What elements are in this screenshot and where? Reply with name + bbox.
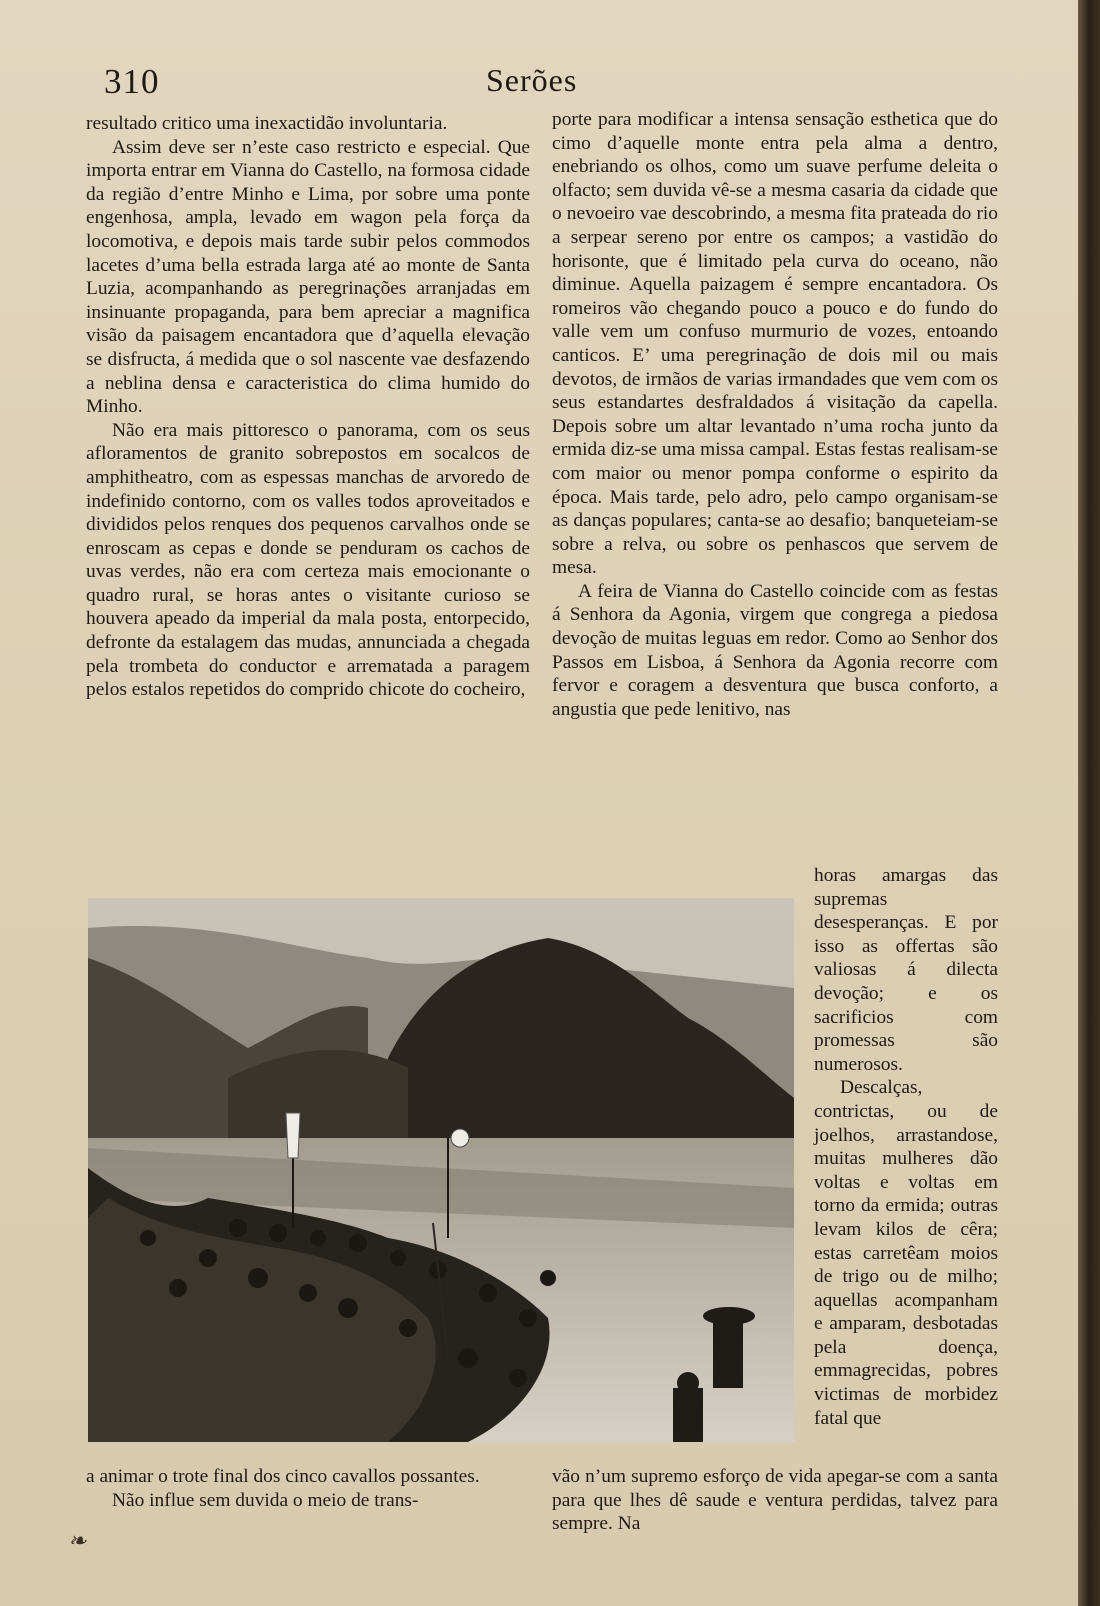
page-number: 310 [104,62,160,101]
paragraph: A feira de Vianna do Castello coincide com as festas á Senhora da Agonia, virgem que congrega a piedosa devoção de muitas leguas em redor. Como ao Senhor dos Passos em Lisboa, á Senhora da Agonia recorre com fervor e coragem a desventura que busca conforto, a angustia que pede lenitivo, nas [552,580,998,720]
page-header [86,58,986,108]
pilgrimage-photograph [88,898,794,1442]
column-narrow [814,864,998,1430]
photograph-image [88,898,794,1442]
paragraph: Descalças, contrictas, ou de joelhos, arrastandose, muitas mulheres dão voltas e voltas em torno da ermida; outras levam kilos de cêra; estas carretêam moios de trigo ou de milho; aquellas acompanham e amparam, desbotadas pela doença, emmagrecidas, pobres victimas de morbidez fatal que [814,1077,998,1429]
running-title: Serões [486,62,578,98]
paragraph: porte para modificar a intensa sensação esthetica que do cimo d’aquelle monte entra pela alma a dentro, enebriando os olhos, como um suave perfume deleita o olfacto; sem duvida vê-se a mesma casaria da cidade que o nevoeiro vae descobrindo, a mesma fita prateada do rio a serpear sereno por entre os campos; a vastidão do horisonte, que é limitado pela curva do oceano, não diminue. Aquella paizagem é sempre encantadora. Os romeiros vão chegando pouco a pouco e do fundo do valle vem um confuso murmurio de vozes, entoando canticos. E’ uma peregrinação de dois mil ou mais devotos, de irmãos de varias irmandades que vem com os seus estandartes desfraldados á visitação da capella. Depois sobre um altar levantado n’uma rocha junto da ermida diz-se uma missa campal. Estas festas realisam-se com maior ou menor pompa conforme o espirito da época. Mais tarde, pelo adro, pelo campo organisam-se as danças populares; canta-se ao desafio; banqueteiam-se sobre a relva, ou sobre os penhascos que servem de mesa. [552,109,998,579]
column-right-bottom [552,1465,998,1536]
paragraph: a animar o trote final dos cinco cavallos possantes. [86,1466,480,1487]
ink-mark: ❧ [68,1528,87,1553]
paragraph: resultado critico uma inexactidão involuntaria. [86,113,448,134]
paragraph: Assim deve ser n’este caso restricto e especial. Que importa entrar em Vianna do Castello, na formosa cidade da região d’entre Minho e Lima, por sobre uma ponte engenhosa, ampla, levado em wagon pela força da locomotiva, e depois mais tarde subir pelos commodos lacetes d’uma bella estrada larga até ao monte de Santa Luzia, acompanhando as peregrinações arranjadas em insinuante propaganda, para bem apreciar a magnifica visão da paisagem encantadora que d’aquella elevação se disfructa, á medida que o sol nascente vae desfazendo a neblina densa e caracteristica do clima humido do Minho. [86,136,530,418]
paragraph: horas amargas das supremas desesperanças. E por isso as offertas são valiosas á dilecta devoção; e os sacrificios com promessas são numerosos. [814,865,998,1075]
paragraph: Não era mais pittoresco o panorama, com os seus afloramentos de granito sobrepostos em socalcos de amphitheatro, com as espessas manchas de arvoredo de indefinido contorno, com os valles todos aproveitados e divididos pelos renques dos pequenos carvalhos onde se enroscam as cepas e donde se penduram os cachos de uvas verdes, não era com certeza mais emocionante o quadro rural, se horas antes o visitante curioso se houvera apeado da imperial da mala posta, entorpecido, defronte da estalagem das mudas, annunciada a chegada pela trombeta do conductor e arrematada a paragem pelos estalos repetidos do comprido chicote do cocheiro, [86,419,530,701]
book-edge [1078,0,1100,1606]
column-right [552,108,998,721]
paragraph: Não influe sem duvida o meio de trans- [112,1489,419,1511]
column-left-bottom [86,1465,530,1512]
paragraph: vão n’um supremo esforço de vida apegar-se com a santa para que lhes dê saude e ventura perdidas, talvez para sempre. Na [552,1466,998,1535]
column-left [86,112,530,702]
